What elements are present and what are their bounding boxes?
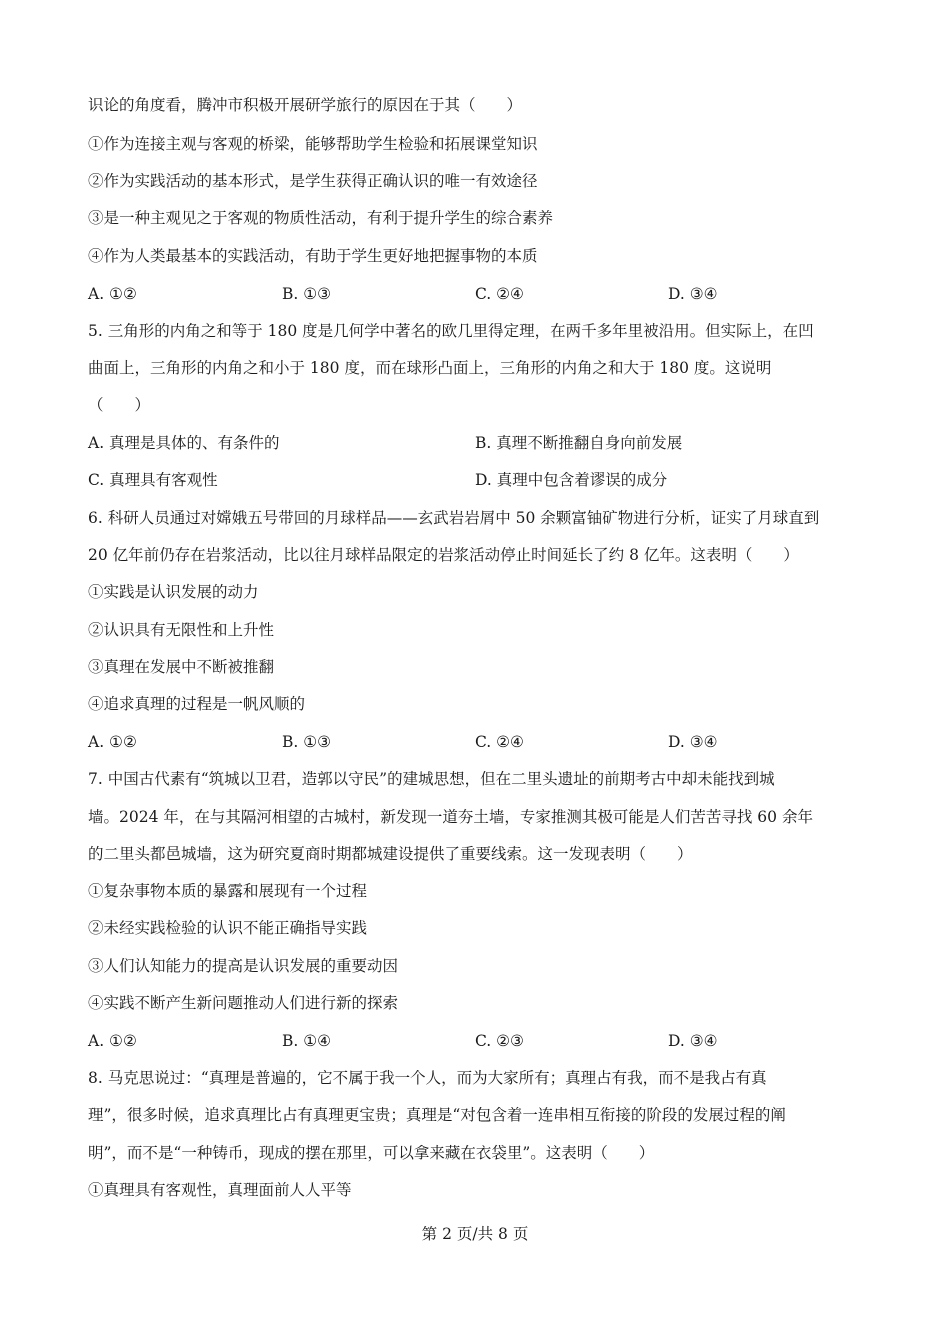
statement-item: ①实践是认识发展的动力: [88, 583, 259, 601]
statement-item: ④追求真理的过程是一帆风顺的: [88, 695, 306, 713]
option-d: D. 真理中包含着谬误的成分: [475, 471, 668, 489]
statement-item: ③人们认知能力的提高是认识发展的重要动因: [88, 957, 399, 975]
answer-bracket: （ ）: [88, 396, 151, 414]
option-a: A. ①②: [88, 733, 137, 751]
question-stem-line: 理”，很多时候，追求真理比占有真理更宝贵；真理是“对包含着一连串相互衔接的阶段的发展过程的阐: [88, 1106, 786, 1124]
statement-item: ③真理在发展中不断被推翻: [88, 658, 275, 676]
statement-item: ②认识具有无限性和上升性: [88, 621, 275, 639]
option-a: A. ①②: [88, 1032, 137, 1050]
option-d: D. ③④: [668, 733, 718, 751]
question-stem-line: 6. 科研人员通过对嫦娥五号带回的月球样品——玄武岩岩屑中 50 余颗富铀矿物进行分析，证实了月球直到: [88, 509, 820, 527]
option-d: D. ③④: [668, 285, 718, 303]
question-stem-line: 20 亿年前仍存在岩浆活动，比以往月球样品限定的岩浆活动停止时间延长了约 8 亿年。这表明（ ）: [88, 546, 799, 564]
statement-item: ③是一种主观见之于客观的物质性活动，有利于提升学生的综合素养: [88, 209, 554, 227]
question-stem-line: 7. 中国古代素有“筑城以卫君，造郭以守民”的建城思想，但在二里头遗址的前期考古中却未能找到城: [88, 770, 775, 788]
option-a: A. 真理是具体的、有条件的: [88, 434, 280, 452]
statement-item: ①复杂事物本质的暴露和展现有一个过程: [88, 882, 368, 900]
option-b: B. ①③: [282, 285, 332, 303]
question-stem: 识论的角度看，腾冲市积极开展研学旅行的原因在于其（ ）: [88, 96, 523, 114]
question-stem-line: 曲面上，三角形的内角之和小于 180 度，而在球形凸面上，三角形的内角之和大于 180 度。这说明: [88, 359, 772, 377]
option-b: B. 真理不断推翻自身向前发展: [475, 434, 683, 452]
question-stem-line: 5. 三角形的内角之和等于 180 度是几何学中著名的欧几里得定理，在两千多年里被沿用。但实际上，在凹: [88, 322, 814, 340]
statement-item: ①真理具有客观性，真理面前人人平等: [88, 1181, 352, 1199]
page-number-footer: 第 2 页/共 8 页: [421, 1225, 529, 1243]
option-c: C. ②④: [475, 285, 524, 303]
question-stem-line: 明”，而不是“一种铸币，现成的摆在那里，可以拿来藏在衣袋里”。这表明（ ）: [88, 1144, 655, 1162]
statement-item: ④实践不断产生新问题推动人们进行新的探索: [88, 994, 399, 1012]
option-c: C. 真理具有客观性: [88, 471, 218, 489]
question-stem-line: 8. 马克思说过：“真理是普遍的，它不属于我一个人，而为大家所有；真理占有我，而不是我占有真: [88, 1069, 767, 1087]
question-stem-line: 的二里头都邑城墙，这为研究夏商时期都城建设提供了重要线索。这一发现表明（ ）: [88, 845, 693, 863]
option-c: C. ②④: [475, 733, 524, 751]
statement-item: ②作为实践活动的基本形式，是学生获得正确认识的唯一有效途径: [88, 172, 538, 190]
statement-item: ②未经实践检验的认识不能正确指导实践: [88, 919, 368, 937]
option-d: D. ③④: [668, 1032, 718, 1050]
statement-item: ④作为人类最基本的实践活动，有助于学生更好地把握事物的本质: [88, 247, 538, 265]
option-c: C. ②③: [475, 1032, 524, 1050]
question-stem-line: 墙。2024 年，在与其隔河相望的古城村，新发现一道夯土墙，专家推测其极可能是人们苦苦寻找 60 余年: [88, 808, 813, 826]
statement-item: ①作为连接主观与客观的桥梁，能够帮助学生检验和拓展课堂知识: [88, 135, 538, 153]
option-a: A. ①②: [88, 285, 137, 303]
option-b: B. ①③: [282, 733, 332, 751]
option-b: B. ①④: [282, 1032, 332, 1050]
